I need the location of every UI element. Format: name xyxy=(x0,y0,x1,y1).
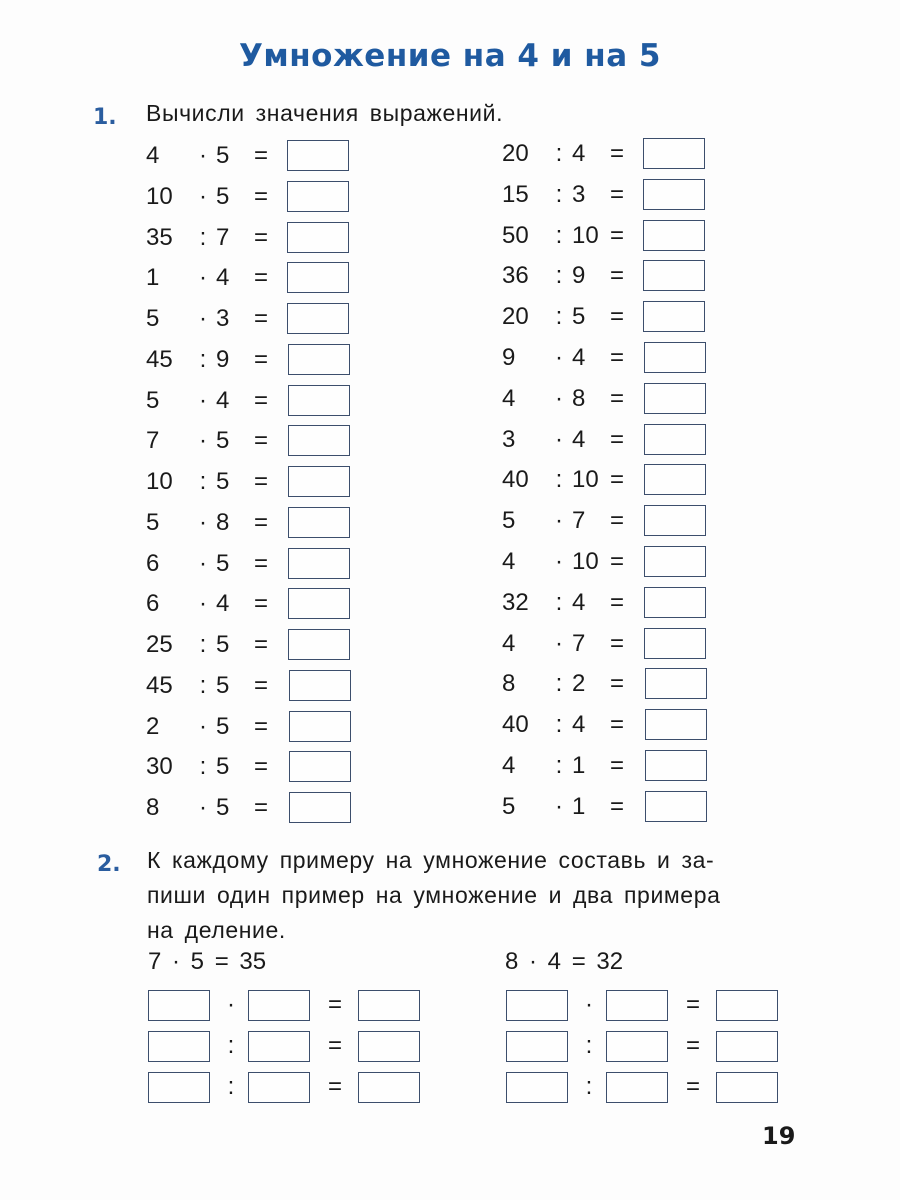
operand: 9 xyxy=(502,344,516,371)
operator: : xyxy=(199,346,207,373)
operand: 45 xyxy=(146,346,173,373)
operand: 2 xyxy=(572,670,586,697)
equals-sign: = xyxy=(610,222,625,249)
equals-sign: = xyxy=(254,590,269,617)
expression xyxy=(146,711,260,743)
expression xyxy=(502,709,616,741)
equals-sign: = xyxy=(327,1073,342,1100)
operand: 4 xyxy=(502,630,516,657)
operator: · xyxy=(199,427,207,454)
expression xyxy=(146,181,260,213)
expression xyxy=(146,344,260,376)
expression xyxy=(146,466,260,498)
answer-box[interactable] xyxy=(148,1072,210,1103)
operand: 10 xyxy=(146,183,173,210)
equals-sign: = xyxy=(610,752,625,779)
operator: · xyxy=(199,387,207,414)
answer-box[interactable] xyxy=(358,1031,420,1062)
operand: 4 xyxy=(502,752,516,779)
operand: 5 xyxy=(216,183,230,210)
equals-sign: = xyxy=(254,672,269,699)
answer-box[interactable] xyxy=(288,588,350,619)
operand: 7 xyxy=(572,630,586,657)
answer-box[interactable] xyxy=(644,464,706,495)
answer-box[interactable] xyxy=(287,303,349,334)
operand: 7 xyxy=(572,507,586,534)
answer-box[interactable] xyxy=(288,629,350,660)
operand: 5 xyxy=(216,672,230,699)
equals-sign: = xyxy=(610,630,625,657)
operand: 8 xyxy=(216,509,230,536)
expression xyxy=(502,383,616,415)
operand: 10 xyxy=(146,468,173,495)
operator: · xyxy=(199,305,207,332)
operand: 5 xyxy=(146,387,160,414)
operator: · xyxy=(199,183,207,210)
operand: 1 xyxy=(146,264,160,291)
answer-box[interactable] xyxy=(288,548,350,579)
operand: 7 xyxy=(216,224,230,251)
operator: : xyxy=(227,1073,235,1100)
operator: · xyxy=(555,426,563,453)
equals-sign: = xyxy=(610,548,625,575)
expression xyxy=(146,629,260,661)
operand: 4 xyxy=(572,140,586,167)
answer-box[interactable] xyxy=(248,1072,310,1103)
expression xyxy=(502,791,616,823)
operand: 10 xyxy=(572,466,599,493)
example-equation: 7 · 5 = 35 xyxy=(148,948,267,975)
answer-box[interactable] xyxy=(506,1031,568,1062)
operator: : xyxy=(555,140,563,167)
answer-box[interactable] xyxy=(287,262,349,293)
equals-sign: = xyxy=(610,589,625,616)
equals-sign: = xyxy=(254,346,269,373)
answer-box[interactable] xyxy=(645,709,707,740)
answer-box[interactable] xyxy=(644,628,706,659)
operator: : xyxy=(585,1073,593,1100)
answer-box[interactable] xyxy=(148,1031,210,1062)
operator: : xyxy=(555,711,563,738)
expression xyxy=(502,668,616,700)
answer-box[interactable] xyxy=(358,990,420,1021)
answer-box[interactable] xyxy=(287,222,349,253)
task-2-instruction-line-1: К каждому примеру на умножение составь и за- xyxy=(147,847,715,873)
equals-sign: = xyxy=(254,264,269,291)
operand: 5 xyxy=(502,507,516,534)
operand: 1 xyxy=(572,793,586,820)
operand: 2 xyxy=(146,713,160,740)
equals-sign: = xyxy=(610,385,625,412)
operator: : xyxy=(555,752,563,779)
expression xyxy=(502,342,616,374)
operator: : xyxy=(555,262,563,289)
operand: 50 xyxy=(502,222,529,249)
equals-sign: = xyxy=(254,142,269,169)
expression xyxy=(502,587,616,619)
operand: 4 xyxy=(502,385,516,412)
operator: : xyxy=(199,468,207,495)
operand: 5 xyxy=(216,794,230,821)
equals-sign: = xyxy=(254,224,269,251)
answer-box[interactable] xyxy=(606,1031,668,1062)
expression xyxy=(502,464,616,496)
operand: 6 xyxy=(146,590,160,617)
expression xyxy=(146,425,260,457)
operand: 4 xyxy=(216,590,230,617)
equals-sign: = xyxy=(254,183,269,210)
equals-sign: = xyxy=(685,991,700,1018)
answer-box[interactable] xyxy=(288,425,350,456)
operand: 36 xyxy=(502,262,529,289)
equals-sign: = xyxy=(254,427,269,454)
expression xyxy=(502,750,616,782)
answer-box[interactable] xyxy=(645,750,707,781)
equals-sign: = xyxy=(610,426,625,453)
expression xyxy=(502,546,616,578)
equals-sign: = xyxy=(254,631,269,658)
operand: 5 xyxy=(216,550,230,577)
operand: 4 xyxy=(572,426,586,453)
operand: 3 xyxy=(572,181,586,208)
expression xyxy=(502,505,616,537)
operator: : xyxy=(199,631,207,658)
equals-sign: = xyxy=(327,1032,342,1059)
task-1-instruction: Вычисли значения выражений. xyxy=(146,100,504,126)
operand: 4 xyxy=(502,548,516,575)
answer-box[interactable] xyxy=(643,138,705,169)
task-1-number: 1. xyxy=(93,105,117,130)
operand: 4 xyxy=(146,142,160,169)
equals-sign: = xyxy=(610,262,625,289)
expression xyxy=(146,303,260,335)
answer-box[interactable] xyxy=(248,990,310,1021)
equals-sign: = xyxy=(254,713,269,740)
expression xyxy=(146,792,260,824)
operand: 6 xyxy=(146,550,160,577)
expression xyxy=(146,222,260,254)
operand: 35 xyxy=(146,224,173,251)
operator: : xyxy=(555,181,563,208)
operator: · xyxy=(555,385,563,412)
operator: : xyxy=(555,222,563,249)
answer-box[interactable] xyxy=(289,711,351,742)
equals-sign: = xyxy=(610,140,625,167)
answer-box[interactable] xyxy=(506,990,568,1021)
answer-box[interactable] xyxy=(644,587,706,618)
equals-sign: = xyxy=(254,387,269,414)
expression xyxy=(146,670,260,702)
operand: 4 xyxy=(572,711,586,738)
answer-box[interactable] xyxy=(288,344,350,375)
expression xyxy=(502,260,616,292)
answer-box[interactable] xyxy=(506,1072,568,1103)
equals-sign: = xyxy=(254,794,269,821)
operand: 9 xyxy=(216,346,230,373)
operand: 32 xyxy=(502,589,529,616)
answer-box[interactable] xyxy=(289,751,351,782)
answer-box[interactable] xyxy=(643,260,705,291)
operator: : xyxy=(555,589,563,616)
answer-box[interactable] xyxy=(716,990,778,1021)
answer-box[interactable] xyxy=(644,342,706,373)
operand: 4 xyxy=(572,344,586,371)
operand: 20 xyxy=(502,303,529,330)
operand: 15 xyxy=(502,181,529,208)
equals-sign: = xyxy=(254,550,269,577)
equals-sign: = xyxy=(610,466,625,493)
answer-box[interactable] xyxy=(289,792,351,823)
equals-sign: = xyxy=(610,181,625,208)
operand: 5 xyxy=(146,305,160,332)
answer-box[interactable] xyxy=(643,301,705,332)
expression xyxy=(146,507,260,539)
answer-box[interactable] xyxy=(643,179,705,210)
equals-sign: = xyxy=(254,305,269,332)
answer-box[interactable] xyxy=(358,1072,420,1103)
expression xyxy=(502,301,616,333)
operand: 4 xyxy=(216,387,230,414)
operator: · xyxy=(227,991,235,1018)
expression xyxy=(502,220,616,252)
answer-box[interactable] xyxy=(644,424,706,455)
equals-sign: = xyxy=(254,468,269,495)
expression xyxy=(146,262,260,294)
expression xyxy=(502,628,616,660)
equals-sign: = xyxy=(685,1032,700,1059)
answer-box[interactable] xyxy=(148,990,210,1021)
equals-sign: = xyxy=(254,753,269,780)
operand: 3 xyxy=(216,305,230,332)
operand: 8 xyxy=(146,794,160,821)
expression xyxy=(146,588,260,620)
operand: 5 xyxy=(572,303,586,330)
answer-box[interactable] xyxy=(644,546,706,577)
operator: · xyxy=(199,794,207,821)
operand: 40 xyxy=(502,711,529,738)
operand: 5 xyxy=(216,753,230,780)
answer-box[interactable] xyxy=(288,466,350,497)
operator: : xyxy=(199,224,207,251)
operand: 8 xyxy=(502,670,516,697)
task-2-instruction-line-3: на деление. xyxy=(147,917,286,943)
operand: 5 xyxy=(216,468,230,495)
equals-sign: = xyxy=(610,670,625,697)
expression xyxy=(502,424,616,456)
answer-box[interactable] xyxy=(645,668,707,699)
operator: · xyxy=(199,713,207,740)
equals-sign: = xyxy=(610,711,625,738)
operand: 8 xyxy=(572,385,586,412)
expression xyxy=(146,140,260,172)
operator: : xyxy=(555,670,563,697)
task-2-instruction-line-2: пиши один пример на умножение и два примера xyxy=(147,882,721,908)
expression xyxy=(502,179,616,211)
operand: 30 xyxy=(146,753,173,780)
answer-box[interactable] xyxy=(716,1031,778,1062)
equals-sign: = xyxy=(610,507,625,534)
answer-box[interactable] xyxy=(287,181,349,212)
example-equation: 8 · 4 = 32 xyxy=(505,948,624,975)
answer-box[interactable] xyxy=(644,383,706,414)
answer-box[interactable] xyxy=(716,1072,778,1103)
operand: 4 xyxy=(572,589,586,616)
operator: · xyxy=(199,550,207,577)
answer-box[interactable] xyxy=(606,990,668,1021)
operator: · xyxy=(555,630,563,657)
answer-box[interactable] xyxy=(643,220,705,251)
operator: · xyxy=(199,590,207,617)
expression xyxy=(146,385,260,417)
operand: 4 xyxy=(216,264,230,291)
operator: · xyxy=(555,548,563,575)
operator: · xyxy=(555,793,563,820)
equals-sign: = xyxy=(610,344,625,371)
operator: · xyxy=(585,991,593,1018)
operand: 5 xyxy=(216,142,230,169)
operand: 20 xyxy=(502,140,529,167)
operator: · xyxy=(555,507,563,534)
operator: : xyxy=(555,303,563,330)
operand: 3 xyxy=(502,426,516,453)
operator: : xyxy=(555,466,563,493)
operator: · xyxy=(199,264,207,291)
answer-box[interactable] xyxy=(606,1072,668,1103)
operand: 10 xyxy=(572,222,599,249)
operator: · xyxy=(199,509,207,536)
operand: 5 xyxy=(216,427,230,454)
equals-sign: = xyxy=(254,509,269,536)
equals-sign: = xyxy=(610,793,625,820)
operand: 10 xyxy=(572,548,599,575)
expression xyxy=(146,548,260,580)
page-number: 19 xyxy=(762,1122,796,1150)
operand: 9 xyxy=(572,262,586,289)
answer-box[interactable] xyxy=(288,507,350,538)
task-2-number: 2. xyxy=(97,852,121,877)
operand: 5 xyxy=(146,509,160,536)
operator: · xyxy=(555,344,563,371)
expression xyxy=(146,751,260,783)
operator: : xyxy=(199,753,207,780)
expression xyxy=(502,138,616,170)
operand: 5 xyxy=(216,713,230,740)
operand: 5 xyxy=(216,631,230,658)
operator: : xyxy=(199,672,207,699)
operator: : xyxy=(585,1032,593,1059)
equals-sign: = xyxy=(327,991,342,1018)
equals-sign: = xyxy=(610,303,625,330)
operand: 25 xyxy=(146,631,173,658)
operand: 45 xyxy=(146,672,173,699)
equals-sign: = xyxy=(685,1073,700,1100)
answer-box[interactable] xyxy=(248,1031,310,1062)
operand: 5 xyxy=(502,793,516,820)
operator: · xyxy=(199,142,207,169)
answer-box[interactable] xyxy=(289,670,351,701)
answer-box[interactable] xyxy=(288,385,350,416)
answer-box[interactable] xyxy=(644,505,706,536)
page-title: Умножение на 4 и на 5 xyxy=(239,38,661,74)
operand: 7 xyxy=(146,427,160,454)
answer-box[interactable] xyxy=(287,140,349,171)
operand: 40 xyxy=(502,466,529,493)
operand: 1 xyxy=(572,752,586,779)
answer-box[interactable] xyxy=(645,791,707,822)
operator: : xyxy=(227,1032,235,1059)
